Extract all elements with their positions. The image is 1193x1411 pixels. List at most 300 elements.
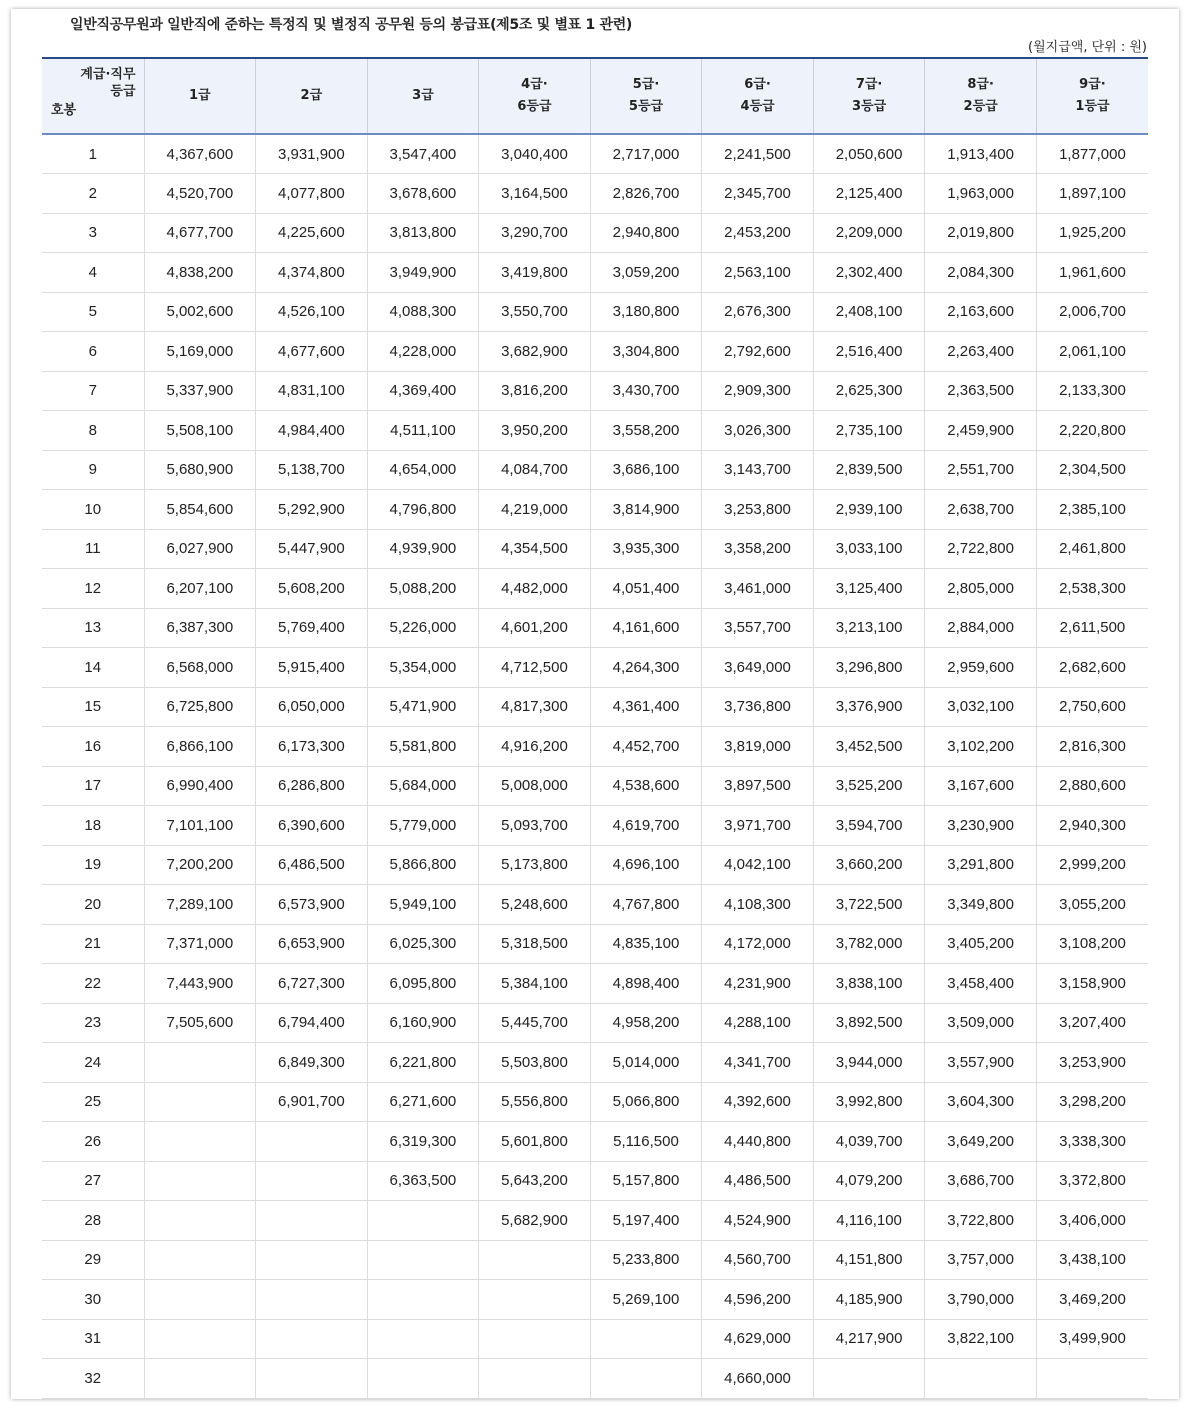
salary-cell: 5,173,800 [479,845,591,885]
salary-cell: 3,971,700 [702,806,814,846]
column-header-grade-8 [925,58,1037,134]
salary-cell: 4,452,700 [590,727,702,767]
salary-cell: 4,560,700 [702,1240,814,1280]
salary-cell: 2,453,200 [702,213,814,253]
salary-cell: 2,816,300 [1036,727,1148,767]
salary-cell: 5,769,400 [256,608,368,648]
column-header-line2: 4등급 [740,99,775,114]
salary-cell: 3,931,900 [256,134,368,174]
salary-cell: 7,443,900 [144,964,256,1004]
salary-cell: 6,486,500 [256,845,368,885]
salary-cell: 5,002,600 [144,292,256,332]
salary-cell: 3,032,100 [925,687,1037,727]
salary-cell: 4,831,100 [256,371,368,411]
table-row [42,806,1148,846]
column-header-line2: 5등급 [628,99,664,114]
salary-cell: 1,925,200 [1036,213,1148,253]
salary-cell: 3,406,000 [1036,1201,1148,1241]
salary-cell: 5,471,900 [367,687,479,727]
salary-cell: 6,901,700 [256,1082,368,1122]
table-row [42,1082,1148,1122]
salary-cell: 3,298,200 [1036,1082,1148,1122]
salary-cell: 3,253,900 [1036,1043,1148,1083]
step-number-cell: 30 [42,1280,144,1320]
table-row [42,1161,1148,1201]
column-header-line1: 8급· [967,77,994,92]
salary-cell: 3,372,800 [1036,1161,1148,1201]
salary-cell: 3,722,800 [925,1201,1037,1241]
salary-cell: 4,486,500 [702,1161,814,1201]
salary-cell: 5,447,900 [256,529,368,569]
salary-cell: 3,897,500 [702,766,814,806]
salary-cell: 5,556,800 [479,1082,591,1122]
salary-cell: 2,940,800 [590,213,702,253]
salary-cell: 3,376,900 [813,687,925,727]
salary-cell: 6,390,600 [256,806,368,846]
salary-cell: 4,108,300 [702,885,814,925]
salary-cell [144,1280,256,1320]
salary-cell: 4,601,200 [479,608,591,648]
salary-cell: 5,318,500 [479,924,591,964]
salary-cell [367,1280,479,1320]
salary-cell: 4,354,500 [479,529,591,569]
salary-cell: 3,757,000 [925,1240,1037,1280]
salary-cell: 3,944,000 [813,1043,925,1083]
salary-cell: 4,767,800 [590,885,702,925]
salary-cell: 2,939,100 [813,490,925,530]
salary-cell: 1,897,100 [1036,174,1148,214]
salary-cell: 5,248,600 [479,885,591,925]
salary-cell: 3,143,700 [702,450,814,490]
salary-cell: 4,677,600 [256,332,368,372]
step-number-cell: 14 [42,648,144,688]
salary-cell: 6,027,900 [144,529,256,569]
salary-cell: 6,207,100 [144,569,256,609]
salary-cell [813,1359,925,1399]
salary-cell: 4,084,700 [479,450,591,490]
salary-cell: 6,160,900 [367,1003,479,1043]
table-row [42,450,1148,490]
salary-cell: 4,392,600 [702,1082,814,1122]
salary-cell: 4,172,000 [702,924,814,964]
column-header-grade-6 [702,58,814,134]
column-header-grade-2 [256,58,368,134]
grade-rank-label-line1: 계급·직무 [80,67,136,82]
salary-cell: 3,816,200 [479,371,591,411]
step-number-cell: 25 [42,1082,144,1122]
salary-cell [256,1359,368,1399]
table-row [42,924,1148,964]
unit-note: (월지급액, 단위 : 원) [1028,40,1147,55]
salary-cell: 2,363,500 [925,371,1037,411]
salary-cell: 2,792,600 [702,332,814,372]
column-header-grade-7 [813,58,925,134]
step-number-cell: 16 [42,727,144,767]
salary-cell: 3,819,000 [702,727,814,767]
salary-cell: 6,095,800 [367,964,479,1004]
salary-cell: 4,039,700 [813,1122,925,1162]
salary-cell [590,1319,702,1359]
step-number-cell: 29 [42,1240,144,1280]
column-header-line1: 2급 [300,88,323,103]
salary-cell: 5,014,000 [590,1043,702,1083]
table-row [42,766,1148,806]
step-number-cell: 27 [42,1161,144,1201]
salary-cell [479,1240,591,1280]
step-number-cell: 7 [42,371,144,411]
salary-cell: 3,452,500 [813,727,925,767]
salary-cell: 3,055,200 [1036,885,1148,925]
salary-cell: 3,813,800 [367,213,479,253]
salary-cell: 5,354,000 [367,648,479,688]
salary-cell: 2,538,300 [1036,569,1148,609]
salary-cell: 5,445,700 [479,1003,591,1043]
column-header-line1: 6급· [744,77,771,92]
salary-cell: 6,387,300 [144,608,256,648]
salary-cell: 1,877,000 [1036,134,1148,174]
salary-cell: 3,358,200 [702,529,814,569]
salary-cell: 4,341,700 [702,1043,814,1083]
step-number-cell: 17 [42,766,144,806]
salary-cell: 2,959,600 [925,648,1037,688]
salary-cell: 3,547,400 [367,134,479,174]
salary-cell: 3,296,800 [813,648,925,688]
salary-cell: 3,230,900 [925,806,1037,846]
column-header-line1: 9급· [1079,77,1106,92]
salary-cell: 3,790,000 [925,1280,1037,1320]
salary-cell: 2,735,100 [813,411,925,451]
salary-cell: 4,079,200 [813,1161,925,1201]
salary-cell: 3,814,900 [590,490,702,530]
salary-cell: 4,225,600 [256,213,368,253]
column-header-grade-5 [590,58,702,134]
salary-cell: 5,779,000 [367,806,479,846]
salary-cell: 2,611,500 [1036,608,1148,648]
table-row [42,727,1148,767]
salary-cell [256,1280,368,1320]
column-header-grade-9 [1036,58,1148,134]
salary-cell: 2,884,000 [925,608,1037,648]
corner-header-cell [42,58,144,134]
salary-cell: 2,638,700 [925,490,1037,530]
salary-cell: 3,349,800 [925,885,1037,925]
step-number-cell: 5 [42,292,144,332]
header-row [42,58,1148,134]
salary-cell: 4,958,200 [590,1003,702,1043]
step-number-cell: 19 [42,845,144,885]
salary-cell [144,1201,256,1241]
salary-cell: 4,440,800 [702,1122,814,1162]
table-row [42,845,1148,885]
salary-cell: 7,289,100 [144,885,256,925]
step-number-cell: 20 [42,885,144,925]
table-row [42,1359,1148,1399]
column-header-line2: 2등급 [963,99,998,114]
salary-cell: 3,469,200 [1036,1280,1148,1320]
salary-cell: 2,263,400 [925,332,1037,372]
column-header-line2: 6등급 [517,99,552,114]
salary-cell: 4,161,600 [590,608,702,648]
salary-cell: 3,338,300 [1036,1122,1148,1162]
salary-cell: 6,025,300 [367,924,479,964]
salary-cell: 6,221,800 [367,1043,479,1083]
salary-cell: 5,292,900 [256,490,368,530]
salary-cell: 4,835,100 [590,924,702,964]
salary-cell [144,1319,256,1359]
salary-cell: 5,226,000 [367,608,479,648]
salary-cell: 6,573,900 [256,885,368,925]
salary-cell [256,1161,368,1201]
salary-cell: 5,608,200 [256,569,368,609]
salary-cell: 4,660,000 [702,1359,814,1399]
column-header-line1: 7급· [855,77,883,92]
salary-cell: 3,430,700 [590,371,702,411]
salary-cell: 3,992,800 [813,1082,925,1122]
salary-cell: 4,939,900 [367,529,479,569]
salary-cell: 4,619,700 [590,806,702,846]
table-row [42,411,1148,451]
salary-cell: 3,059,200 [590,253,702,293]
salary-cell: 2,999,200 [1036,845,1148,885]
step-label: 호봉 [51,103,77,118]
salary-cell: 2,006,700 [1036,292,1148,332]
salary-cell: 3,594,700 [813,806,925,846]
salary-cell: 2,133,300 [1036,371,1148,411]
salary-cell: 2,722,800 [925,529,1037,569]
salary-cell: 3,125,400 [813,569,925,609]
step-number-cell: 4 [42,253,144,293]
step-number-cell: 32 [42,1359,144,1399]
salary-cell: 3,686,100 [590,450,702,490]
table-row [42,1319,1148,1359]
salary-cell: 2,551,700 [925,450,1037,490]
salary-cell: 5,866,800 [367,845,479,885]
salary-cell: 4,367,600 [144,134,256,174]
salary-table [42,57,1148,1399]
salary-cell: 2,839,500 [813,450,925,490]
salary-cell: 6,794,400 [256,1003,368,1043]
salary-cell: 2,826,700 [590,174,702,214]
salary-cell [479,1359,591,1399]
salary-cell: 2,625,300 [813,371,925,411]
salary-cell: 3,213,100 [813,608,925,648]
column-header-line1: 1급 [189,88,211,103]
salary-cell: 2,084,300 [925,253,1037,293]
step-number-cell: 6 [42,332,144,372]
salary-cell: 3,419,800 [479,253,591,293]
salary-cell: 2,750,600 [1036,687,1148,727]
salary-cell: 4,526,100 [256,292,368,332]
salary-cell: 5,157,800 [590,1161,702,1201]
salary-cell: 3,892,500 [813,1003,925,1043]
salary-cell: 5,093,700 [479,806,591,846]
salary-cell: 5,066,800 [590,1082,702,1122]
document-frame [11,9,1179,1399]
salary-cell: 3,253,800 [702,490,814,530]
salary-cell: 3,686,700 [925,1161,1037,1201]
salary-cell: 2,805,000 [925,569,1037,609]
salary-cell: 2,459,900 [925,411,1037,451]
salary-cell: 6,727,300 [256,964,368,1004]
salary-cell: 3,158,900 [1036,964,1148,1004]
salary-cell: 5,116,500 [590,1122,702,1162]
step-number-cell: 26 [42,1122,144,1162]
salary-cell: 3,649,000 [702,648,814,688]
step-number-cell: 31 [42,1319,144,1359]
salary-cell: 5,169,000 [144,332,256,372]
salary-cell: 3,660,200 [813,845,925,885]
salary-cell: 4,712,500 [479,648,591,688]
salary-cell: 6,286,800 [256,766,368,806]
salary-cell: 3,682,900 [479,332,591,372]
salary-cell [256,1201,368,1241]
step-number-cell: 3 [42,213,144,253]
salary-cell: 3,822,100 [925,1319,1037,1359]
salary-cell: 3,557,900 [925,1043,1037,1083]
table-row [42,529,1148,569]
table-row [42,885,1148,925]
salary-cell: 2,241,500 [702,134,814,174]
column-header-line1: 5급· [632,77,660,92]
column-header-line2: 1등급 [1075,99,1110,114]
salary-cell: 4,984,400 [256,411,368,451]
salary-cell: 4,219,000 [479,490,591,530]
salary-cell: 4,898,400 [590,964,702,1004]
salary-cell: 3,782,000 [813,924,925,964]
salary-cell: 3,167,600 [925,766,1037,806]
salary-cell: 3,722,500 [813,885,925,925]
salary-cell: 4,151,800 [813,1240,925,1280]
step-number-cell: 15 [42,687,144,727]
table-row [42,1003,1148,1043]
salary-cell: 2,408,100 [813,292,925,332]
salary-cell [1036,1359,1148,1399]
step-number-cell: 22 [42,964,144,1004]
column-header-line1: 3급 [412,88,434,103]
salary-cell: 5,233,800 [590,1240,702,1280]
salary-cell: 5,915,400 [256,648,368,688]
salary-cell: 2,880,600 [1036,766,1148,806]
table-row [42,1280,1148,1320]
table-row [42,134,1148,174]
salary-cell: 3,736,800 [702,687,814,727]
salary-cell: 2,163,600 [925,292,1037,332]
salary-cell: 6,849,300 [256,1043,368,1083]
salary-cell: 2,220,800 [1036,411,1148,451]
salary-cell: 4,231,900 [702,964,814,1004]
salary-cell: 7,371,000 [144,924,256,964]
salary-cell: 3,108,200 [1036,924,1148,964]
salary-cell: 2,209,000 [813,213,925,253]
salary-cell: 2,717,000 [590,134,702,174]
salary-cell: 5,503,800 [479,1043,591,1083]
salary-cell: 5,269,100 [590,1280,702,1320]
salary-cell [256,1240,368,1280]
salary-cell [256,1122,368,1162]
salary-cell: 2,050,600 [813,134,925,174]
salary-cell [144,1359,256,1399]
table-row [42,332,1148,372]
salary-cell: 6,990,400 [144,766,256,806]
salary-cell: 5,682,900 [479,1201,591,1241]
salary-cell: 7,101,100 [144,806,256,846]
salary-cell: 2,516,400 [813,332,925,372]
salary-cell: 2,302,400 [813,253,925,293]
step-number-cell: 13 [42,608,144,648]
salary-cell: 1,961,600 [1036,253,1148,293]
salary-cell: 2,461,800 [1036,529,1148,569]
salary-cell [367,1319,479,1359]
salary-cell: 5,643,200 [479,1161,591,1201]
salary-cell: 4,185,900 [813,1280,925,1320]
salary-cell: 1,963,000 [925,174,1037,214]
page-title: 일반직공무원과 일반직에 준하는 특정직 및 별정직 공무원 등의 봉급표(제5조 및 별표 1 관련) [70,17,633,33]
salary-cell: 3,678,600 [367,174,479,214]
salary-cell: 5,508,100 [144,411,256,451]
salary-cell: 4,524,900 [702,1201,814,1241]
salary-cell: 2,682,600 [1036,648,1148,688]
salary-cell [367,1240,479,1280]
salary-cell: 3,838,100 [813,964,925,1004]
column-header-line1: 4급· [521,77,548,92]
salary-cell [144,1082,256,1122]
table-row [42,964,1148,1004]
salary-cell: 3,558,200 [590,411,702,451]
salary-cell: 3,525,200 [813,766,925,806]
salary-cell: 5,680,900 [144,450,256,490]
salary-cell: 4,228,000 [367,332,479,372]
salary-cell: 5,197,400 [590,1201,702,1241]
table-row [42,1201,1148,1241]
salary-cell: 3,550,700 [479,292,591,332]
salary-cell: 4,629,000 [702,1319,814,1359]
salary-cell: 4,654,000 [367,450,479,490]
salary-cell: 3,180,800 [590,292,702,332]
table-row [42,1240,1148,1280]
salary-cell: 1,913,400 [925,134,1037,174]
table-body [42,134,1148,1398]
salary-cell: 3,950,200 [479,411,591,451]
grade-rank-label-line2: 등급 [110,84,136,99]
salary-cell: 3,935,300 [590,529,702,569]
salary-cell: 4,511,100 [367,411,479,451]
step-number-cell: 28 [42,1201,144,1241]
column-header-grade-1 [144,58,256,134]
salary-cell: 5,581,800 [367,727,479,767]
step-number-cell: 11 [42,529,144,569]
salary-cell: 3,304,800 [590,332,702,372]
salary-cell: 6,173,300 [256,727,368,767]
salary-cell [367,1201,479,1241]
salary-cell [367,1359,479,1399]
salary-cell: 4,264,300 [590,648,702,688]
salary-cell: 4,369,400 [367,371,479,411]
salary-cell: 2,385,100 [1036,490,1148,530]
salary-cell: 3,040,400 [479,134,591,174]
salary-cell: 5,601,800 [479,1122,591,1162]
salary-cell: 6,271,600 [367,1082,479,1122]
salary-cell: 4,677,700 [144,213,256,253]
salary-cell: 6,319,300 [367,1122,479,1162]
salary-cell: 3,290,700 [479,213,591,253]
salary-cell [590,1359,702,1399]
salary-cell: 7,505,600 [144,1003,256,1043]
salary-cell: 3,461,000 [702,569,814,609]
salary-cell: 4,288,100 [702,1003,814,1043]
salary-cell: 3,604,300 [925,1082,1037,1122]
salary-cell: 5,138,700 [256,450,368,490]
salary-cell: 4,042,100 [702,845,814,885]
